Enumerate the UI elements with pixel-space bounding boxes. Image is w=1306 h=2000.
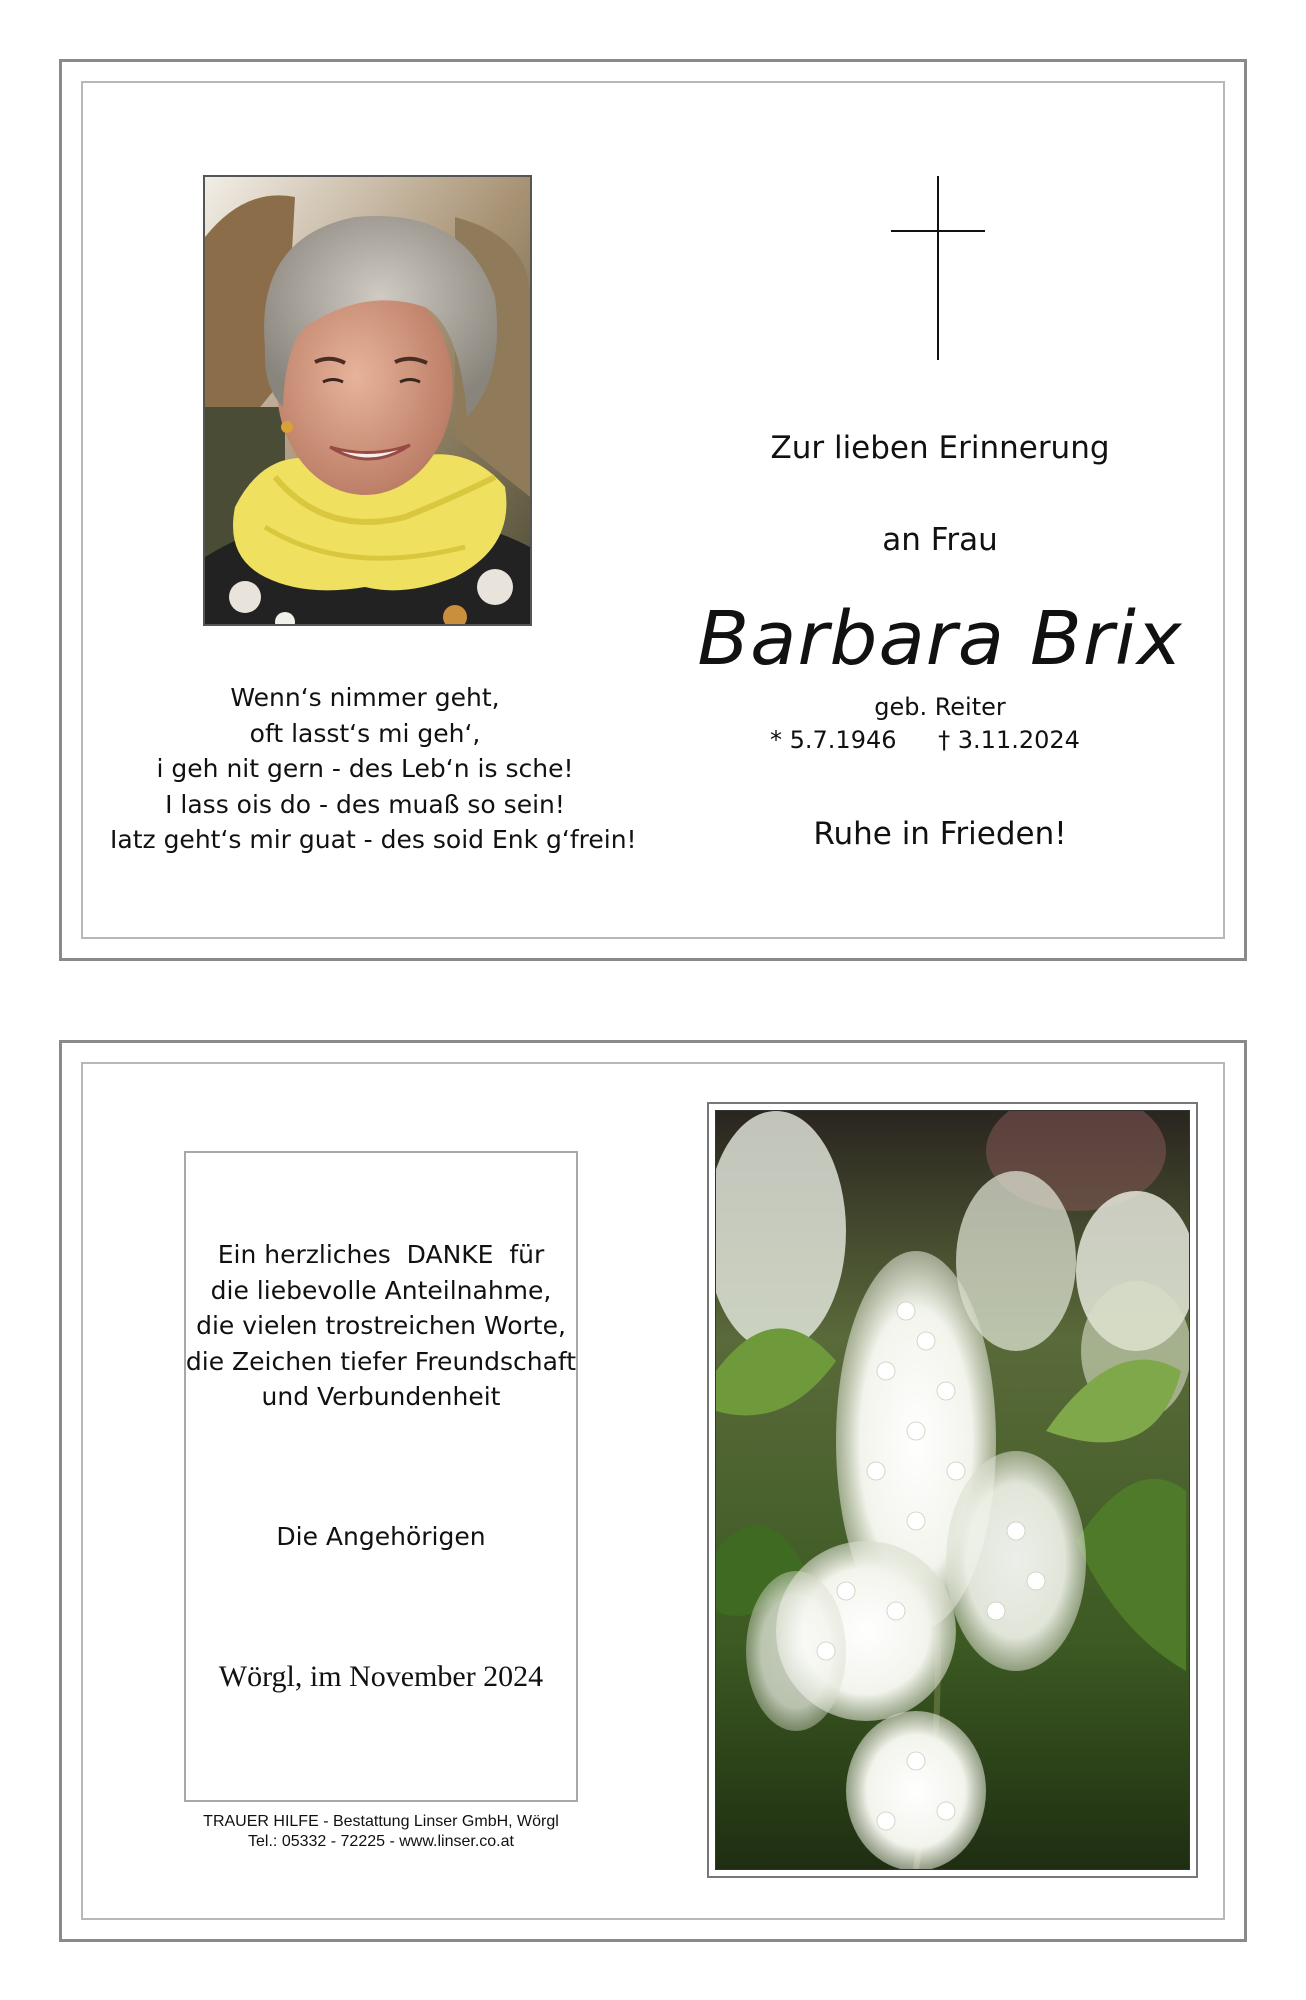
- closing-phrase: Ruhe in Frieden!: [813, 816, 1067, 852]
- poem-line: oft lasst‘s mi geh‘,: [249, 718, 481, 748]
- thanks-line: Ein herzliches DANKE für: [217, 1240, 545, 1269]
- memory-heading: Zur lieben Erinnerung: [770, 430, 1110, 466]
- funeral-home-name: TRAUER HILFE - Bestattung Linser GmbH, Wörgl: [203, 1813, 559, 1830]
- white-lilac-photo: [715, 1110, 1190, 1870]
- poem: [110, 680, 637, 858]
- poem-line: Iatz geht‘s mir guat - des soid Enk g‘frein!: [110, 825, 637, 854]
- life-dates: [770, 726, 1170, 754]
- birth-date: * 5.7.1946: [770, 726, 897, 754]
- thanks-message: [184, 1237, 578, 1415]
- cross-icon: [888, 176, 988, 360]
- family-signature: Die Angehörigen: [276, 1522, 486, 1551]
- poem-line: i geh nit gern - des Leb‘n is sche!: [156, 754, 574, 783]
- thanks-line: die Zeichen tiefer Freundschaft: [185, 1346, 577, 1376]
- salutation: an Frau: [882, 522, 998, 558]
- thanks-line: die liebevolle Anteilnahme,: [210, 1275, 552, 1305]
- poem-line: Wenn‘s nimmer geht,: [230, 683, 500, 712]
- deceased-name: Barbara Brix: [697, 596, 1183, 682]
- birth-name: geb. Reiter: [874, 693, 1006, 721]
- funeral-home-contact: Tel.: 05332 - 72225 - www.linser.co.at: [248, 1833, 514, 1850]
- death-date: † 3.11.2024: [938, 726, 1080, 754]
- funeral-home-info: [150, 1812, 612, 1852]
- thanks-line: und Verbundenheit: [261, 1382, 501, 1411]
- place-date: Wörgl, im November 2024: [218, 1660, 544, 1693]
- thanks-line: die vielen trostreichen Worte,: [196, 1311, 566, 1340]
- poem-line: I lass ois do - des muaß so sein!: [165, 789, 565, 819]
- portrait-photo: [203, 175, 532, 626]
